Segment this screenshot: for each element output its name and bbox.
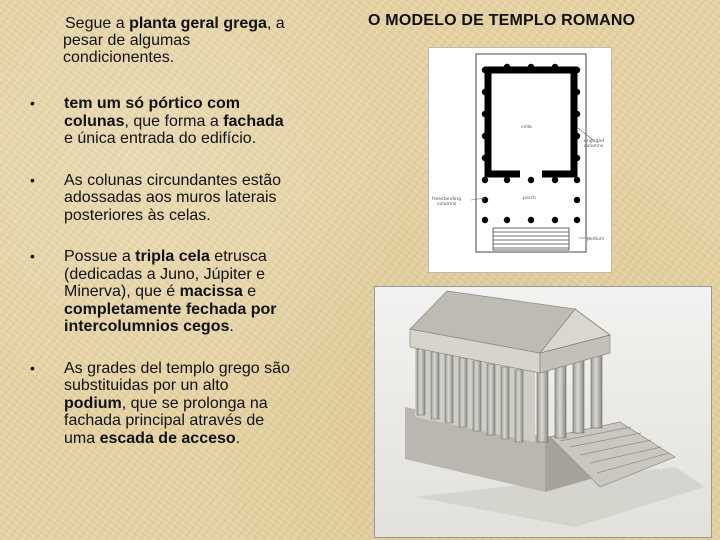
bullet-list bbox=[30, 95, 330, 447]
temple-drawing bbox=[375, 287, 711, 537]
bullet-bold: tripla cela bbox=[135, 248, 210, 265]
intro-line-3: condicionentes. bbox=[63, 49, 175, 66]
bullet-item bbox=[30, 248, 330, 336]
bullet-dot: • bbox=[30, 171, 35, 188]
bullet-text: As colunas circundantes estão bbox=[64, 171, 282, 189]
bullet-text: adossadas aos muros laterais bbox=[64, 189, 277, 206]
bullet-bold: fachada bbox=[223, 112, 284, 130]
bullet-text: , que forma a bbox=[124, 112, 224, 130]
intro-line-2: pesar de algumas bbox=[63, 32, 191, 49]
intro-paragraph bbox=[63, 15, 333, 66]
intro-text: , a bbox=[266, 15, 285, 32]
bullet-bold: tem um só pórtico com bbox=[64, 95, 241, 112]
bullet-item bbox=[30, 172, 330, 225]
bullet-item bbox=[30, 360, 330, 448]
bullet-text: Possue a bbox=[64, 248, 136, 265]
page-title: O MODELO DE TEMPLO ROMANO bbox=[368, 12, 636, 29]
bullet-bold: podium bbox=[64, 394, 122, 412]
bullet-bold: intercolumnios cegos bbox=[64, 318, 230, 335]
bullet-text: , que se prolonga na bbox=[121, 394, 268, 412]
bullet-text: fachada principal através de bbox=[64, 412, 265, 429]
intro-line-1 bbox=[63, 15, 333, 32]
plan-stairs bbox=[493, 228, 569, 250]
bullet-bold: completamente fechada por bbox=[64, 300, 277, 318]
engaged-columns bbox=[482, 64, 580, 161]
bullet-text: etrusca bbox=[209, 248, 267, 265]
intro-text: Segue a bbox=[65, 15, 130, 32]
plan-label-freestanding: freestanding bbox=[432, 197, 461, 202]
bullet-text: posteriores às celas. bbox=[64, 206, 211, 224]
bullet-text: . bbox=[229, 318, 234, 335]
plan-label-podium: podium bbox=[587, 237, 605, 242]
bullet-bold: colunas bbox=[64, 112, 125, 130]
bullet-text: uma bbox=[64, 429, 100, 447]
bullet-text: Minerva), que é bbox=[64, 283, 180, 300]
plan-label-porch: porch bbox=[523, 196, 536, 201]
temple-illustration bbox=[374, 286, 712, 538]
bullet-text: As grades del templo grego são bbox=[64, 359, 290, 377]
intro-bold: planta geral grega bbox=[129, 15, 267, 32]
temple-floor-plan bbox=[428, 47, 612, 273]
floor-plan-drawing bbox=[429, 48, 611, 272]
bullet-item bbox=[30, 95, 330, 148]
bullet-bold: macissa bbox=[179, 283, 243, 300]
plan-label-columns: columns bbox=[584, 144, 604, 149]
bullet-text: substituidas por un alto bbox=[64, 377, 229, 394]
bullet-text: (dedicadas a Juno, Júpiter e bbox=[64, 265, 266, 283]
cella-wall bbox=[488, 70, 574, 174]
bullet-dot: • bbox=[30, 95, 35, 111]
bullet-dot: • bbox=[30, 248, 35, 264]
bullet-bold: escada de acceso bbox=[99, 429, 236, 447]
bullet-dot: • bbox=[30, 359, 35, 376]
bullet-text: e bbox=[242, 283, 257, 300]
cella-door bbox=[520, 168, 542, 178]
plan-label-cella: cella bbox=[521, 125, 532, 130]
bullet-text: e única entrada do edifício. bbox=[64, 130, 257, 147]
plan-label-columns-2: columns bbox=[437, 202, 457, 207]
bullet-text: . bbox=[235, 429, 241, 447]
plan-label-engaged: engaged bbox=[584, 139, 605, 144]
